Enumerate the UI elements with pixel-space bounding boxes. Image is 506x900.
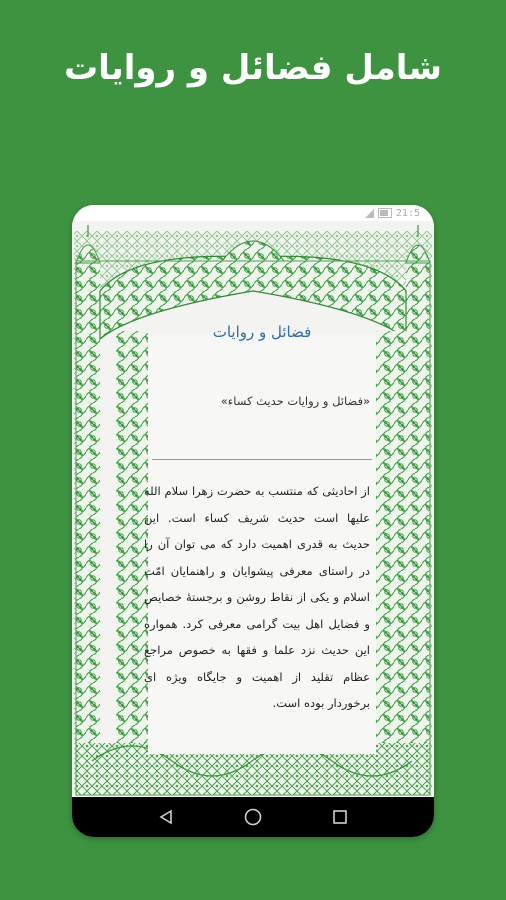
- navigation-bar: [72, 797, 434, 837]
- recents-button[interactable]: [327, 804, 353, 830]
- section-subtitle: «فضائل و روایات حدیث کساء»: [220, 394, 370, 408]
- status-time: 21:5: [395, 207, 420, 219]
- back-button[interactable]: [153, 804, 179, 830]
- phone-frame: [72, 205, 434, 837]
- home-button[interactable]: [240, 804, 266, 830]
- battery-icon: [378, 208, 392, 218]
- body-text[interactable]: از احادیثی که منتسب به حضرت زهرا سلام الله علیها است حدیث شریف کساء است. این حدیث به قدری اهمیت دارد که می توان آن را در راستای معرفی پیشوایان و راهنمایان امّت اسلام و یکی از نقاط روشن و برجستهٔ خصایص و فضایل اهل بیت گرامی معرفی کرد. همواره این حدیث نزد علما و فقها به خصوص مراجع عظام تقلید از اهمیت و جایگاه ویژه ای برخوردار بوده است.: [144, 484, 370, 710]
- home-circle-icon: [244, 808, 262, 826]
- signal-icon: [365, 209, 374, 218]
- page-title: فضائل و روایات: [212, 323, 312, 341]
- recents-square-icon: [332, 809, 348, 825]
- divider: [152, 459, 372, 460]
- back-triangle-icon: [158, 809, 174, 825]
- app-screen: [72, 221, 434, 797]
- promo-headline: شامل فضائل و روایات: [64, 48, 442, 88]
- status-bar: [72, 205, 434, 221]
